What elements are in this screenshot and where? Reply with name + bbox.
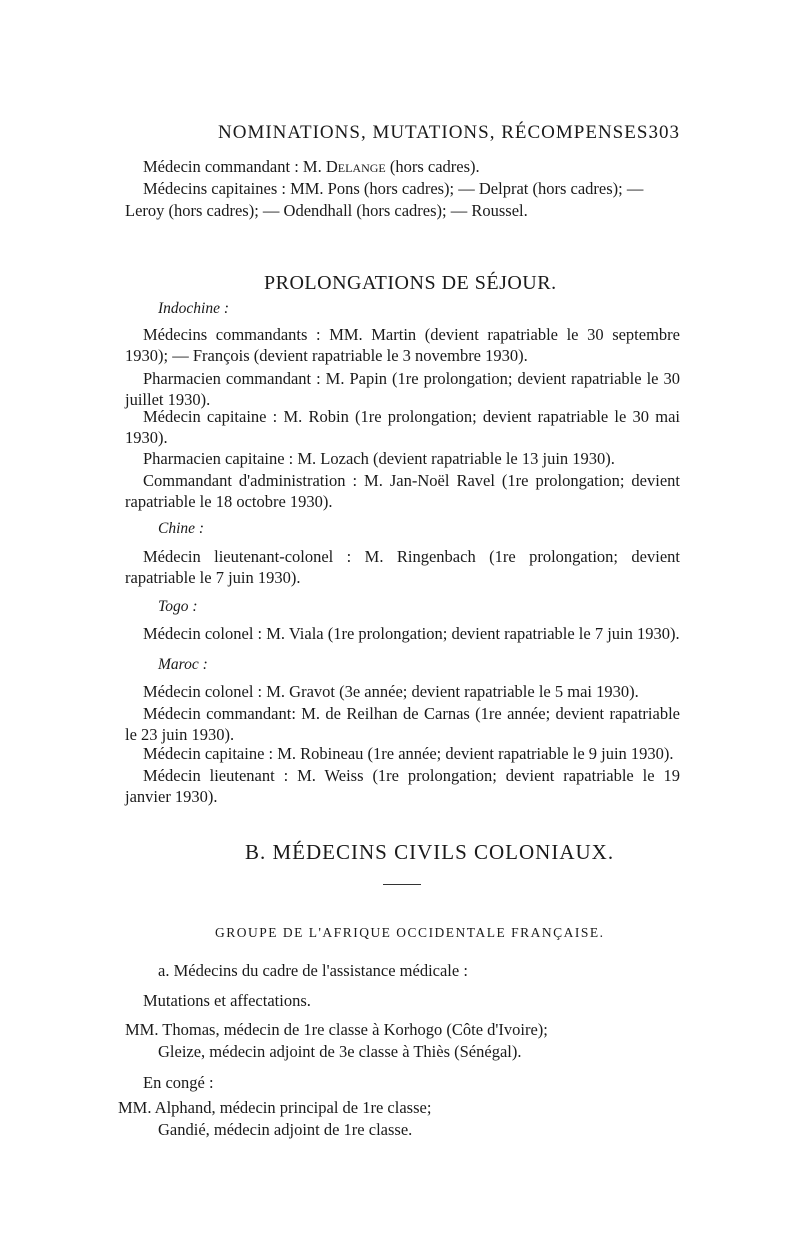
para-togo-1: Médecin colonel : M. Viala (1re prolongation; devient rapatriable le 7 juin 1930).	[143, 624, 680, 643]
line-gleize: Gleize, médecin adjoint de 3e classe à Thiès (Sénégal).	[158, 1042, 522, 1061]
line-gandie: Gandié, médecin adjoint de 1re classe.	[158, 1120, 413, 1139]
heading-medecins-civils: B. MÉDECINS CIVILS COLONIAUX.	[245, 840, 615, 864]
line-cadre-assistance: a. Médecins du cadre de l'assistance médicale :	[158, 961, 468, 980]
para-indochine-4: Pharmacien capitaine : M. Lozach (devient rapatriable le 13 juin 1930).	[143, 449, 615, 468]
label-indochine: Indochine :	[158, 300, 230, 317]
line-en-conge: En congé :	[143, 1073, 214, 1092]
heading-groupe-aof: GROUPE DE L'AFRIQUE OCCIDENTALE FRANÇAISE.	[215, 925, 605, 940]
section-divider	[383, 884, 421, 885]
para-indochine-1: Médecins commandants : MM. Martin (devient rapatriable le 30 septembre 1930); — François (devient rapatriable le 3 novembre 1930).	[125, 325, 680, 365]
line-roussel: Leroy (hors cadres); — Odendhall (hors cadres); — Roussel.	[125, 201, 528, 220]
para-maroc-2: Médecin commandant: M. de Reilhan de Carnas (1re année; devient rapatriable le 23 juin 1930).	[125, 704, 680, 744]
para-indochine-5: Commandant d'administration : M. Jan-Noël Ravel (1re prolongation; devient rapatriable le 18 octobre 1930).	[125, 471, 680, 511]
label-chine: Chine :	[158, 520, 205, 537]
para-maroc-3: Médecin capitaine : M. Robineau (1re année; devient rapatriable le 9 juin 1930).	[143, 744, 674, 763]
para-indochine-2: Pharmacien commandant : M. Papin (1re prolongation; devient rapatriable le 30 juillet 1930).	[125, 369, 680, 409]
line-mutations: Mutations et affectations.	[143, 991, 311, 1010]
para-chine-1: Médecin lieutenant-colonel : M. Ringenbach (1re prolongation; devient rapatriable le 7 juin 1930).	[125, 547, 680, 587]
line-thomas: MM. Thomas, médecin de 1re classe à Korhogo (Côte d'Ivoire);	[125, 1020, 548, 1039]
label-togo: Togo :	[158, 598, 198, 615]
line-alphand: MM. Alphand, médecin principal de 1re classe;	[118, 1098, 432, 1117]
heading-prolongations: PROLONGATIONS DE SÉJOUR.	[264, 272, 557, 294]
page-number: 303	[648, 122, 680, 143]
para-maroc-4: Médecin lieutenant : M. Weiss (1re prolongation; devient rapatriable le 19 janvier 1930).	[125, 766, 680, 806]
line-medecins-capitaines: Médecins capitaines : MM. Pons (hors cadres); — Delprat (hors cadres); —	[143, 179, 644, 198]
header-title: NOMINATIONS, MUTATIONS, RÉCOMPENSES.	[218, 122, 655, 143]
label-maroc: Maroc :	[158, 656, 208, 673]
line-medecin-commandant: Médecin commandant : M. Delange (hors cadres).	[143, 157, 480, 176]
para-indochine-3: Médecin capitaine : M. Robin (1re prolongation; devient rapatriable le 30 mai 1930).	[125, 407, 680, 447]
para-maroc-1: Médecin colonel : M. Gravot (3e année; devient rapatriable le 5 mai 1930).	[143, 682, 639, 701]
